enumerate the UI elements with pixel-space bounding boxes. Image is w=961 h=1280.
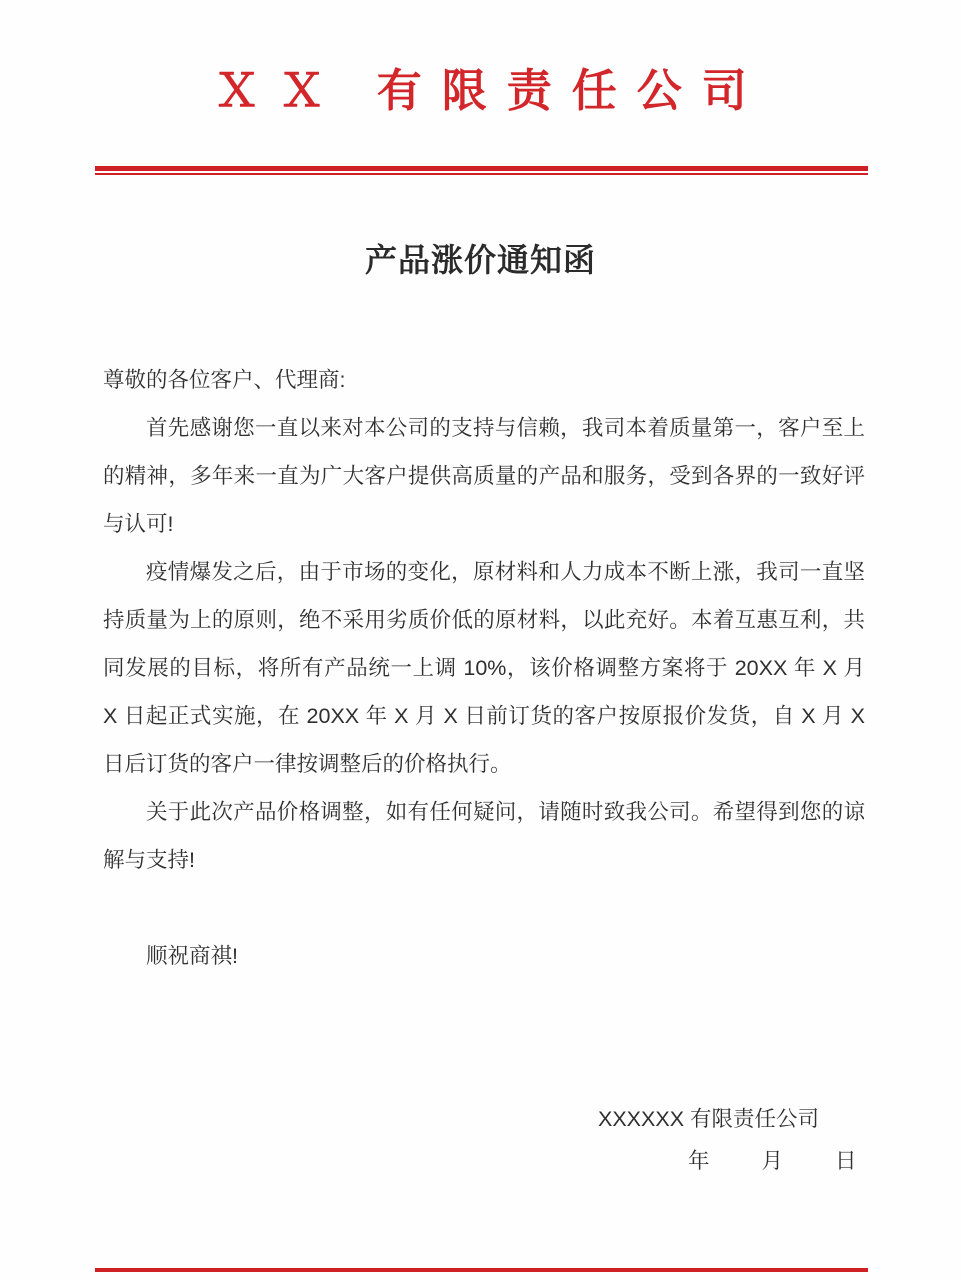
closing-salutation: 顺祝商祺!	[146, 944, 238, 968]
body-paragraph-2: 疫情爆发之后，由于市场的变化，原材料和人力成本不断上涨，我司一直坚持质量为上的原则，绝不采用劣质价低的原材料，以此充好。本着互惠互利，共同发展的目标，将所有产品统一上调 10%，该价格调整方案将于 20XX 年 X 月 X 日起正式实施，在 20XX 年 X 月 X 日前订货的客户按原报价发货，自 X 月 X 日后订货的客户一律按调整后的价格执行。	[103, 560, 865, 776]
letterhead-company-name: ＸＸ 有限责任公司	[214, 65, 767, 116]
signature-date-line: 年 月 日	[688, 1149, 880, 1173]
body-paragraph-3: 关于此次产品价格调整，如有任何疑问，请随时致我公司。希望得到您的谅解与支持!	[103, 800, 865, 872]
salutation: 尊敬的各位客户、代理商:	[103, 368, 346, 392]
signature-block	[560, 1098, 890, 1182]
document-body	[103, 356, 865, 980]
letterhead-rule-group	[95, 166, 868, 175]
signature-company-name: XXXXXX 有限责任公司	[598, 1107, 820, 1131]
footer-rule	[95, 1268, 868, 1272]
document-title: 产品涨价通知函	[364, 242, 596, 278]
letterhead	[0, 62, 961, 120]
body-paragraph-1: 首先感谢您一直以来对本公司的支持与信赖，我司本着质量第一，客户至上的精神，多年来一直为广大客户提供高质量的产品和服务，受到各界的一致好评与认可!	[103, 416, 865, 536]
letterhead-rule-thin	[95, 173, 868, 175]
